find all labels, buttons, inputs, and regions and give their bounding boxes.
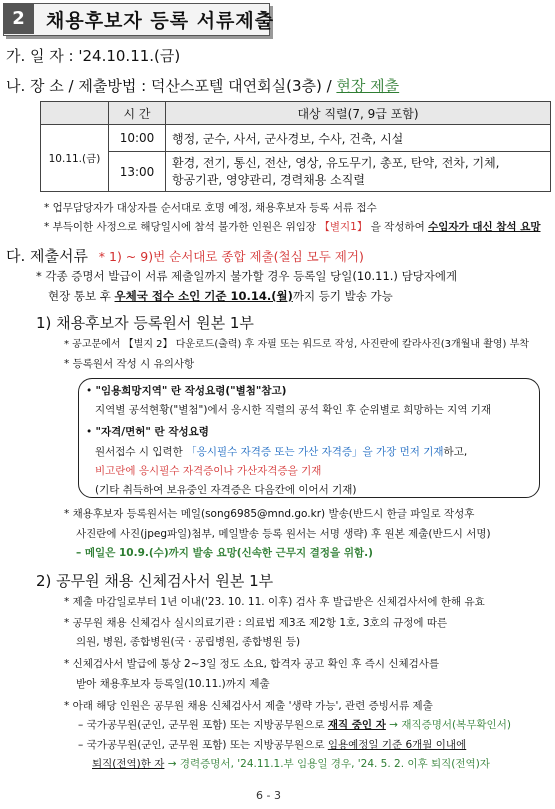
documents-note-2a: 현장 통보 후 [48, 289, 115, 303]
caution-item-2-body: 원서접수 시 입력한 「응시필수 자격증 또는 가산 자격증」을 가장 먼저 기재하고, [95, 446, 468, 458]
table-target-line: 항공기관, 영양관리, 경력채용 소직렬 [172, 172, 365, 187]
documents-instruction: * 1) ~ 9)번 순서대로 종합 제출(철심 모두 제거) [98, 249, 364, 264]
table-time: 10:00 [109, 125, 166, 152]
item2-sub-2b: 퇴직(전역)한 자 → 경력증명서, '24.11.1.부 임용일 경우, '24. 5. 2. 이후 퇴직(전역)자 [92, 758, 490, 770]
section-title: 채용후보자 등록 서류제출 [46, 10, 275, 32]
item1-bullet-2: * 등록원서 작성 시 유의사항 [64, 358, 195, 370]
caution-item-1-body: 지역별 공석현황("별첨")에서 응시한 직렬의 공석 확인 후 순위별로 희망하는 지역 기재 [95, 404, 492, 416]
caution-item-2-remark: 비고란에 응시필수 자격증이나 가산자격증을 기재 [95, 465, 322, 477]
place-text: 나. 장 소 / 제출방법 : 덕산스포텔 대연회실(3층) / [6, 77, 337, 95]
note-call: * 업무담당자가 대상자를 순서대로 호명 예정, 채용후보자 등록 서류 접수 [44, 202, 377, 214]
item2-sub-2: – 국가공무원(군인, 군무원 포함) 또는 지방공무원으로 임용예정일 기준 6개월 이내에 [78, 739, 467, 751]
table-time: 13:00 [109, 152, 166, 192]
page-number: 6 - 3 [256, 789, 281, 802]
table-header-target: 대상 직렬(7, 9급 포함) [166, 102, 551, 125]
note-proxy-text2: 을 작성하여 [367, 221, 429, 233]
item2-bullet-3: * 신체검사서 발급에 통상 2~3일 정도 소요, 합격자 공고 확인 후 즉시 신체검사를 [64, 658, 440, 670]
table-target [166, 152, 551, 192]
item2-title: 2) 공무원 채용 신체검사서 원본 1부 [36, 572, 274, 590]
documents-heading [6, 245, 364, 266]
item2-bullet-3b: 받아 채용후보자 등록일(10.11.)까지 제출 [76, 678, 270, 690]
bullet-dot: • [86, 385, 96, 397]
place-line [6, 75, 399, 96]
table-header-blank [41, 102, 109, 125]
item1-bullet-3: * 채용후보자 등록원서는 메일(song6985@mnd.go.kr) 발송(반드시 한글 파일로 작성후 [64, 508, 475, 520]
documents-note-1: * 각종 증명서 발급이 서류 제출일까지 불가할 경우 등록일 당일(10.11.) 담당자에게 [36, 269, 458, 283]
item2-bullet-2b: 의원, 병원, 종합병원(국 · 공립병원, 종합병원 등) [76, 636, 301, 648]
item2-bullet-2: * 공무원 채용 신체검사 실시의료기관 : 의료법 제3조 제2항 1호, 3호의 규정에 따른 [64, 617, 448, 629]
caution-item-1-title: • "임용희망지역" 란 작성요령("별첨"참고) [86, 385, 287, 397]
item2-bullet-4: * 아래 해당 인원은 공무원 채용 신체검사서 제출 '생략 가능', 관련 증빙서류 제출 [64, 700, 433, 712]
table-header-time: 시 간 [109, 102, 166, 125]
item2-bullet-1: * 제출 마감일로부터 1년 이내('23. 10. 11. 이후) 검사 후 발급받은 신체검사서에 한해 유효 [64, 596, 485, 608]
table-target: 행정, 군수, 사서, 군사경보, 수사, 건축, 시설 [166, 125, 551, 152]
caution-item-2-extra: (기타 취득하여 보유중인 자격증은 다음칸에 이어서 기재) [95, 484, 357, 496]
documents-note-2c: 까지 등기 발송 가능 [292, 289, 393, 303]
place-method: 현장 제출 [336, 77, 400, 95]
caution-item-2-title: • "자격/면허" 란 작성요령 [86, 426, 209, 438]
item1-bullet-1: * 공고문에서 【별지 2】 다운로드(출력) 후 자필 또는 워드로 작성, 사진란에 칼라사진(3개월내 촬영) 부착 [64, 339, 529, 350]
date-line: 가. 일 자 : '24.10.11.(금) [6, 47, 181, 65]
documents-note-2 [48, 288, 393, 304]
schedule-table [40, 101, 551, 192]
note-proxy-attachment: 【별지1】 [319, 221, 368, 233]
item2-sub-1: – 국가공무원(군인, 군무원 포함) 또는 지방공무원으로 재직 중인 자 → 재직증명서(복무확인서) [78, 719, 511, 731]
documents-label: 다. 제출서류 [6, 247, 88, 265]
table-date: 10.11.(금) [41, 125, 109, 192]
note-proxy-emphasis: 수임자가 대신 참석 요망 [428, 221, 541, 233]
note-proxy-text: * 부득이한 사정으로 해당일시에 참석 불가한 인원은 위임장 [44, 221, 320, 233]
item1-mail-deadline: – 메일은 10.9.(수)까지 발송 요망(신속한 근무지 결정을 위함.) [76, 547, 373, 559]
item1-title: 1) 채용후보자 등록원서 원본 1부 [36, 314, 254, 332]
documents-deadline: 우체국 접수 소인 기준 10.14.(월) [114, 289, 293, 303]
bullet-dot: • [86, 426, 96, 438]
item1-bullet-3b: 사진란에 사진(jpeg파일)첨부, 메일발송 등록 원서는 서명 생략) 후 원본 제출(반드시 서명) [76, 528, 491, 540]
note-proxy [44, 219, 541, 234]
table-target-line: 환경, 전기, 통신, 전산, 영상, 유도무기, 총포, 탄약, 전차, 기체, [172, 155, 500, 170]
section-number: 2 [3, 3, 34, 34]
